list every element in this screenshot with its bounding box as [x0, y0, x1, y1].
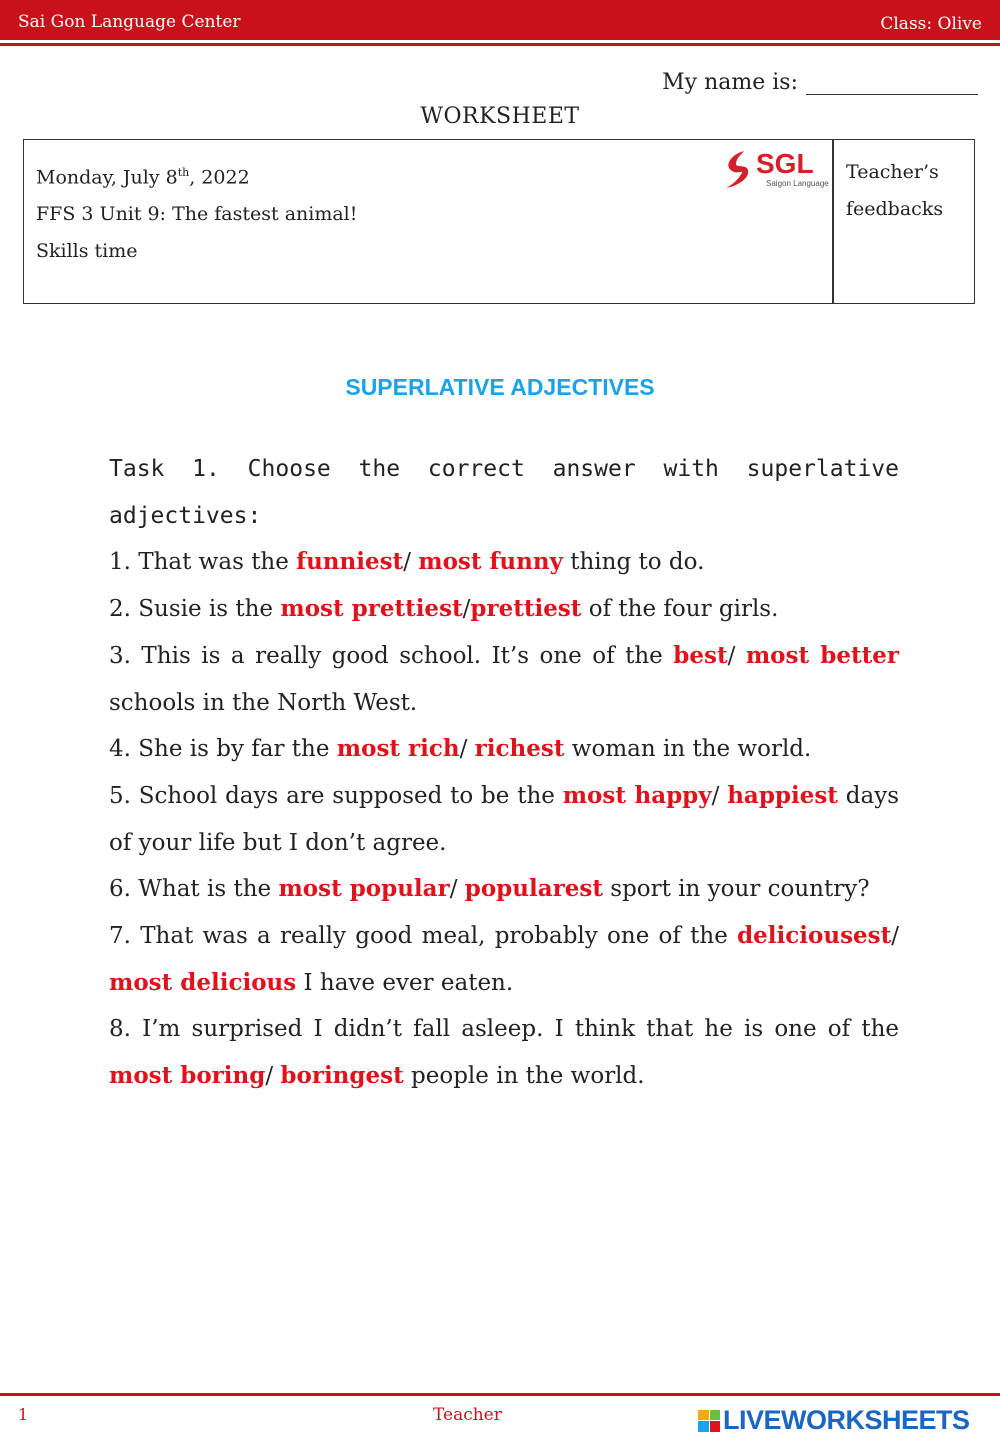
school-name: Sai Gon Language Center [18, 12, 241, 32]
question-5: 5. School days are supposed to be the most happy/ happiest days of your life but I don’t agree. [109, 781, 899, 856]
question-2: 2. Susie is the most prettiest/prettiest of the four girls. [109, 595, 779, 623]
answer-option[interactable]: boringest [280, 1062, 404, 1090]
lesson-date: Monday, July 8th, 2022 [36, 166, 250, 189]
footer-teacher: Teacher [433, 1405, 502, 1425]
exercise [109, 446, 899, 1100]
answer-option[interactable]: most prettiest [280, 595, 463, 623]
task-instruction: Task 1. Choose the correct answer with superlative adjectives: [109, 456, 899, 529]
answer-option[interactable]: most boring [109, 1062, 266, 1090]
teacher-feedback: Teacher’s feedbacks [846, 161, 944, 220]
answer-option[interactable]: most rich [336, 735, 460, 763]
lesson-unit: FFS 3 Unit 9: The fastest animal! [36, 203, 358, 226]
info-divider [832, 140, 834, 303]
liveworksheets-text: LIVEWORKSHEETS [723, 1405, 970, 1435]
question-1: 1. That was the funniest/ most funny thing to do. [109, 548, 705, 576]
footer-divider [0, 1393, 1000, 1396]
lesson-skills: Skills time [36, 240, 138, 263]
question-8: 8. I’m surprised I didn’t fall asleep. I think that he is one of the most boring/ boringest people in the world. [109, 1016, 899, 1090]
question-list [109, 539, 899, 1099]
header-divider [0, 43, 1000, 46]
answer-option[interactable]: prettiest [470, 595, 582, 623]
answer-option[interactable]: most delicious [109, 968, 297, 996]
answer-option[interactable]: funniest [296, 548, 404, 576]
answer-option[interactable]: most popular [278, 875, 450, 903]
answer-option[interactable]: happiest [727, 781, 838, 809]
sgl-logo [722, 146, 830, 192]
section-title: SUPERLATIVE ADJECTIVES [345, 374, 655, 400]
svg-text:Saigon Language: Saigon Language [766, 179, 829, 188]
answer-option[interactable]: popularest [464, 875, 603, 903]
answer-option[interactable]: richest [474, 735, 565, 763]
class-name: Class: Olive [880, 14, 982, 34]
question-7: 7. That was a really good meal, probably one of the deliciousest/ most delicious I have ever eaten. [109, 922, 899, 996]
lesson-info [36, 154, 357, 270]
page-number: 1 [18, 1405, 29, 1424]
name-label: My name is: [662, 70, 798, 95]
answer-option[interactable]: most funny [418, 548, 563, 576]
answer-option[interactable]: most happy [562, 781, 712, 809]
question-4: 4. She is by far the most rich/ richest woman in the world. [109, 735, 812, 763]
answer-option[interactable]: best [673, 641, 728, 669]
header-bar [0, 0, 1000, 40]
worksheet-title: WORKSHEET [420, 104, 580, 129]
answer-option[interactable]: deliciousest [737, 922, 892, 950]
liveworksheets-logo[interactable] [698, 1405, 970, 1436]
question-6: 6. What is the most popular/ popularest sport in your country? [109, 875, 870, 903]
name-row [662, 64, 978, 95]
info-box [23, 139, 975, 304]
answer-option[interactable]: most better [745, 641, 899, 669]
liveworksheets-icon [698, 1410, 720, 1432]
svg-text:SGL: SGL [756, 148, 814, 179]
question-3: 3. This is a really good school. It’s one of the best/ most better schools in the North West. [109, 641, 899, 716]
name-input-line[interactable] [806, 64, 978, 95]
